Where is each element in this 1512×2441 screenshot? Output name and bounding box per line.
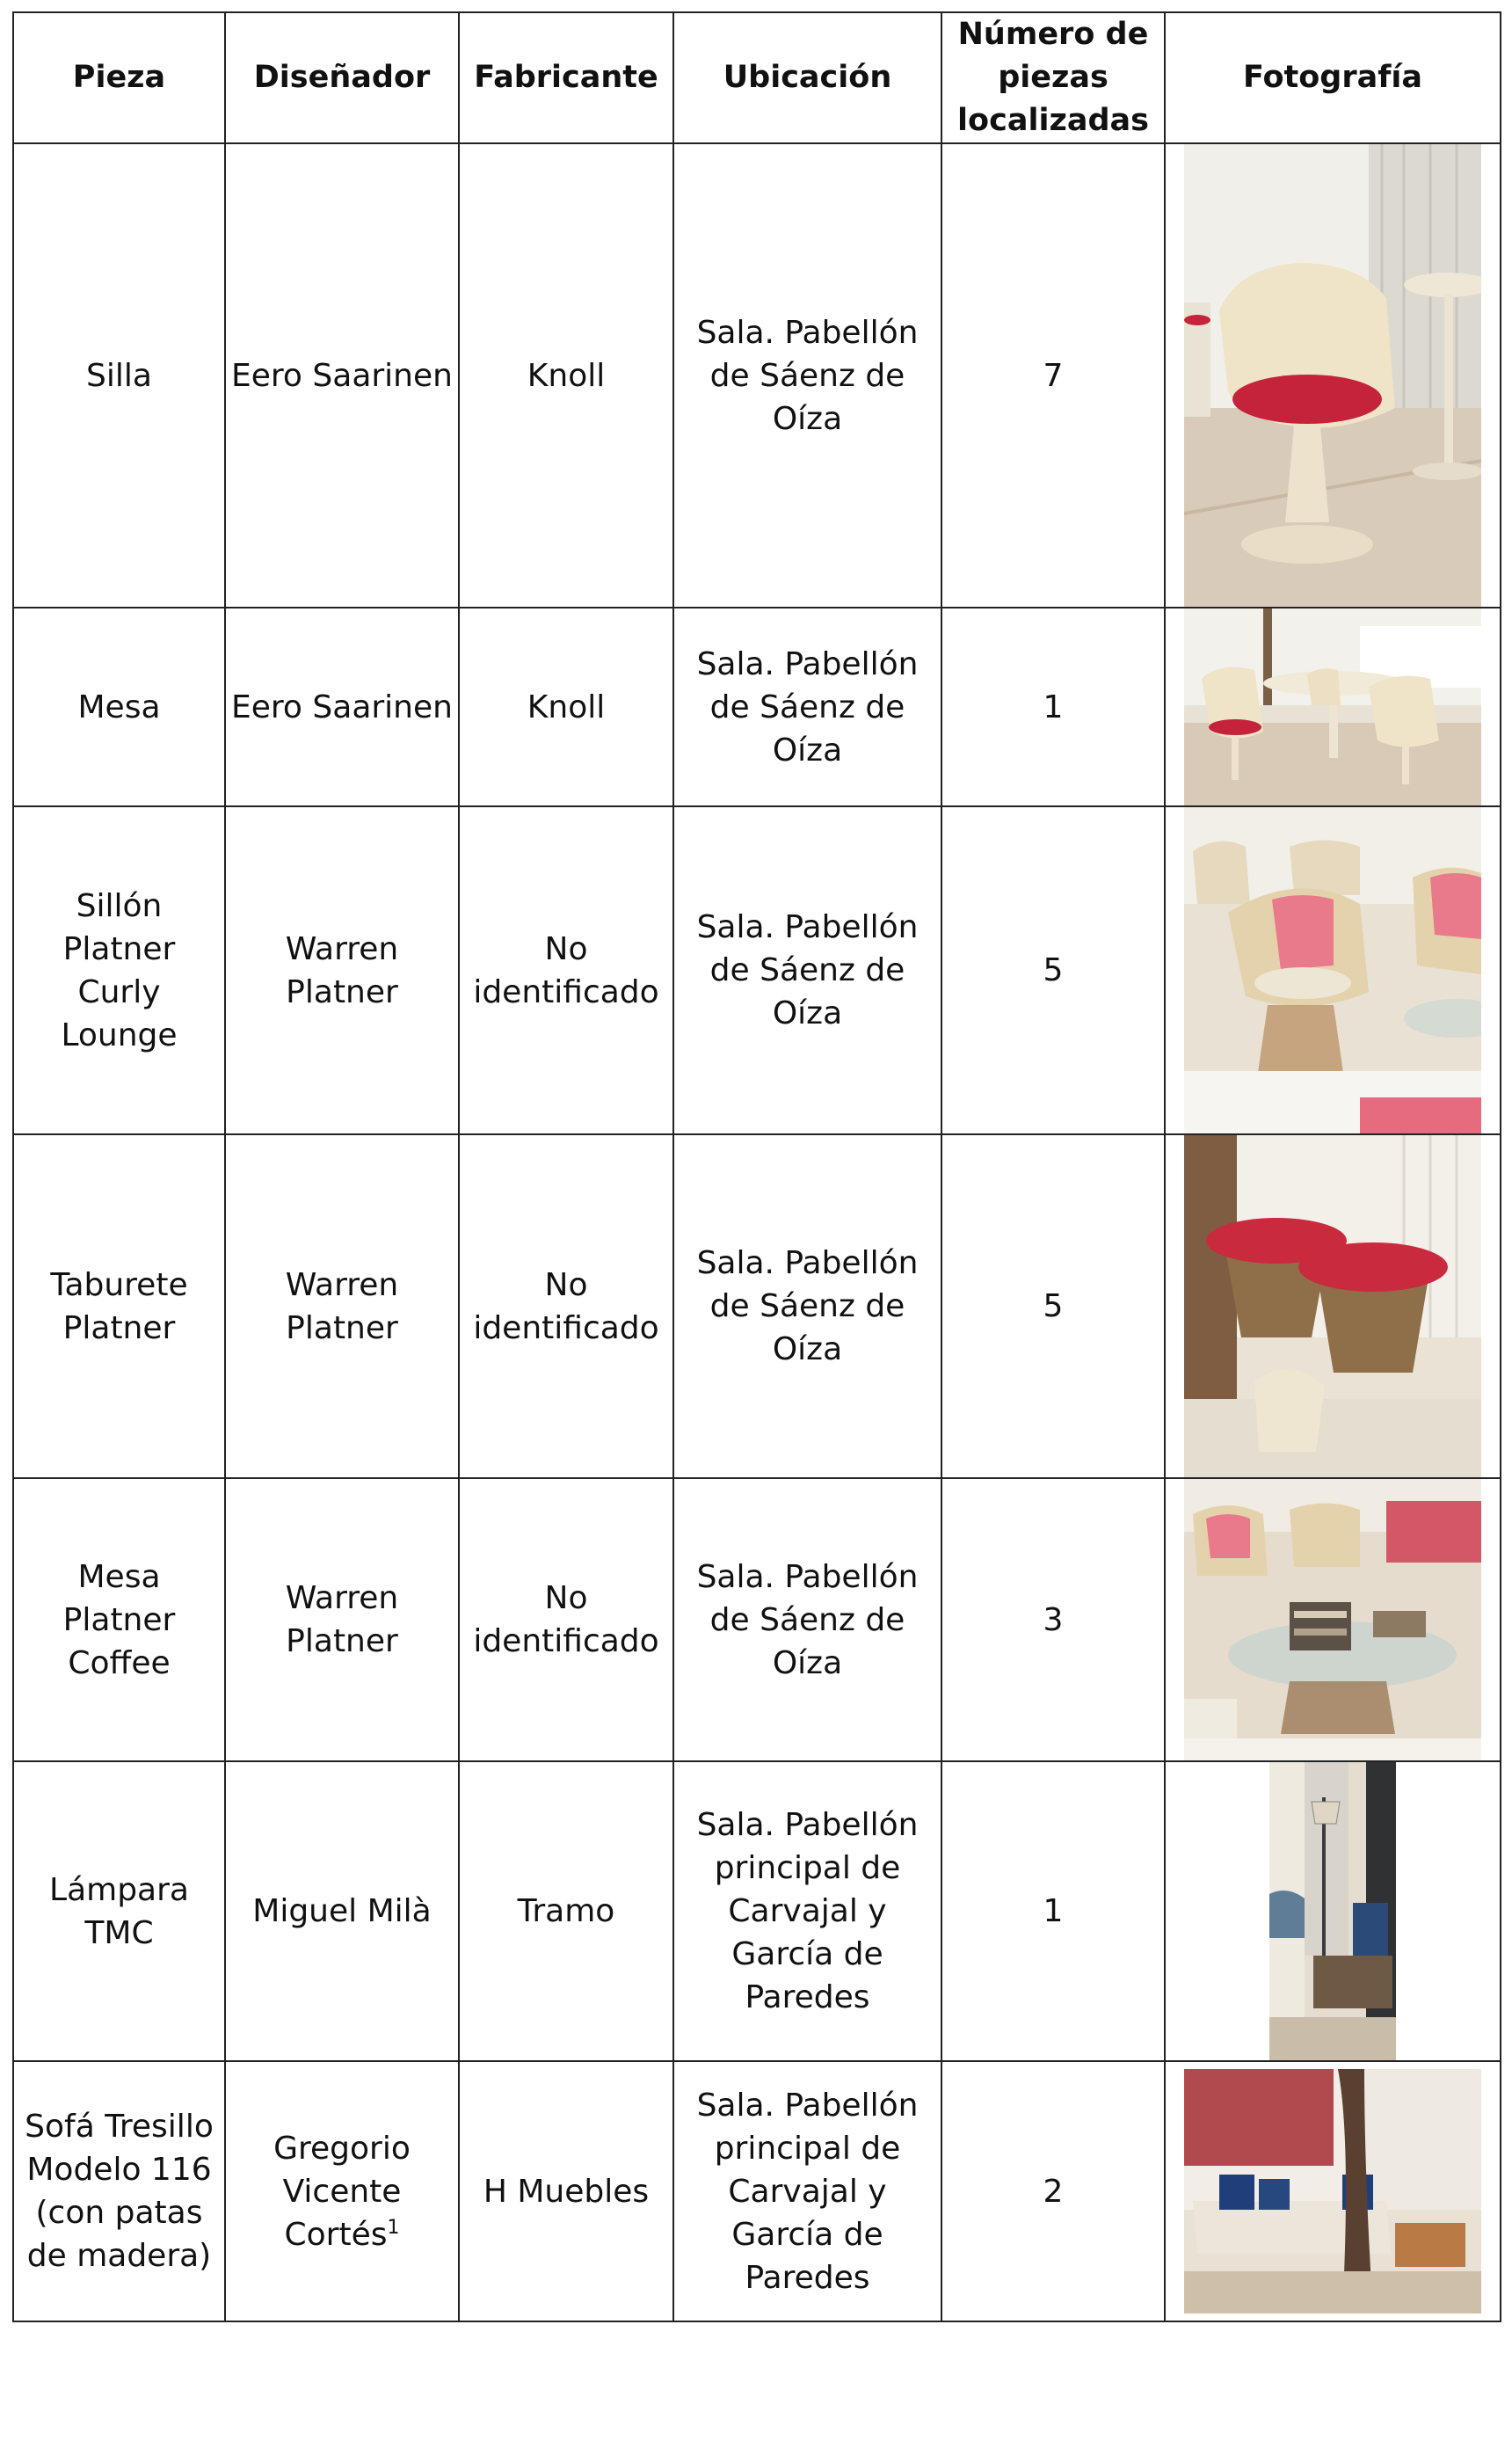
- cell-pieza: Mesa Platner Coffee: [13, 1478, 225, 1761]
- cell-disenador: [225, 2061, 459, 2321]
- table-row: [13, 806, 1501, 1134]
- header-pieza: Pieza: [13, 12, 225, 143]
- cell-ubicacion: Sala. Pabellón de Sáenz de Oíza: [673, 143, 941, 608]
- cell-pieza: Silla: [13, 143, 225, 608]
- cell-disenador: Warren Platner: [225, 806, 459, 1134]
- cell-fabricante: No identificado: [459, 1478, 673, 1761]
- cell-pieza: Taburete Platner: [13, 1134, 225, 1478]
- platner-coffee-table-photo: [1184, 1479, 1481, 1760]
- tulip-chair-photo: [1184, 144, 1481, 607]
- cell-disenador: Warren Platner: [225, 1478, 459, 1761]
- cell-ubicacion: Sala. Pabellón de Sáenz de Oíza: [673, 608, 941, 806]
- tmc-lamp-photo: [1269, 1762, 1396, 2060]
- cell-ubicacion: Sala. Pabellón de Sáenz de Oíza: [673, 1134, 941, 1478]
- cell-numero: 7: [941, 143, 1165, 608]
- footnote-marker: 1: [387, 2216, 400, 2239]
- cell-numero: 5: [941, 806, 1165, 1134]
- cell-pieza: Sillón Platner Curly Lounge: [13, 806, 225, 1134]
- cell-numero: 3: [941, 1478, 1165, 1761]
- cell-pieza: Sofá Tresillo Modelo 116 (con patas de madera): [13, 2061, 225, 2321]
- table-row: [13, 608, 1501, 806]
- platner-stool-photo: [1184, 1135, 1481, 1477]
- cell-pieza: Mesa: [13, 608, 225, 806]
- cell-fotografia: [1165, 1478, 1501, 1761]
- cell-disenador: Eero Saarinen: [225, 608, 459, 806]
- cell-fotografia: [1165, 2061, 1501, 2321]
- sofa-116-photo: [1184, 2069, 1481, 2313]
- cell-pieza: Lámpara TMC: [13, 1761, 225, 2061]
- designer-name: Gregorio Vicente Cortés: [273, 2130, 411, 2253]
- cell-fabricante: Tramo: [459, 1761, 673, 2061]
- platner-lounge-photo: [1184, 807, 1481, 1133]
- table-row: [13, 1134, 1501, 1478]
- cell-fabricante: H Muebles: [459, 2061, 673, 2321]
- cell-disenador: Warren Platner: [225, 1134, 459, 1478]
- cell-ubicacion: Sala. Pabellón principal de Carvajal y García de Paredes: [673, 2061, 941, 2321]
- cell-fabricante: Knoll: [459, 608, 673, 806]
- cell-disenador: Miguel Milà: [225, 1761, 459, 2061]
- table-row: [13, 1761, 1501, 2061]
- header-numero: Número de piezas localizadas: [941, 12, 1165, 143]
- header-row: [13, 12, 1501, 143]
- cell-fotografia: [1165, 1761, 1501, 2061]
- table-row: [13, 143, 1501, 608]
- cell-numero: 1: [941, 608, 1165, 806]
- cell-fabricante: No identificado: [459, 1134, 673, 1478]
- cell-fabricante: Knoll: [459, 143, 673, 608]
- cell-numero: 5: [941, 1134, 1165, 1478]
- header-fabricante: Fabricante: [459, 12, 673, 143]
- cell-disenador: Eero Saarinen: [225, 143, 459, 608]
- header-ubicacion: Ubicación: [673, 12, 941, 143]
- cell-fotografia: [1165, 608, 1501, 806]
- cell-ubicacion: Sala. Pabellón de Sáenz de Oíza: [673, 806, 941, 1134]
- header-disenador: Diseñador: [225, 12, 459, 143]
- header-fotografia: Fotografía: [1165, 12, 1501, 143]
- cell-ubicacion: Sala. Pabellón de Sáenz de Oíza: [673, 1478, 941, 1761]
- cell-numero: 1: [941, 1761, 1165, 2061]
- cell-fotografia: [1165, 1134, 1501, 1478]
- cell-fotografia: [1165, 143, 1501, 608]
- furniture-table: [12, 11, 1501, 2322]
- cell-numero: 2: [941, 2061, 1165, 2321]
- table-row: [13, 2061, 1501, 2321]
- table-row: [13, 1478, 1501, 1761]
- cell-fabricante: No identificado: [459, 806, 673, 1134]
- cell-ubicacion: Sala. Pabellón principal de Carvajal y García de Paredes: [673, 1761, 941, 2061]
- cell-fotografia: [1165, 806, 1501, 1134]
- tulip-table-photo: [1184, 608, 1481, 805]
